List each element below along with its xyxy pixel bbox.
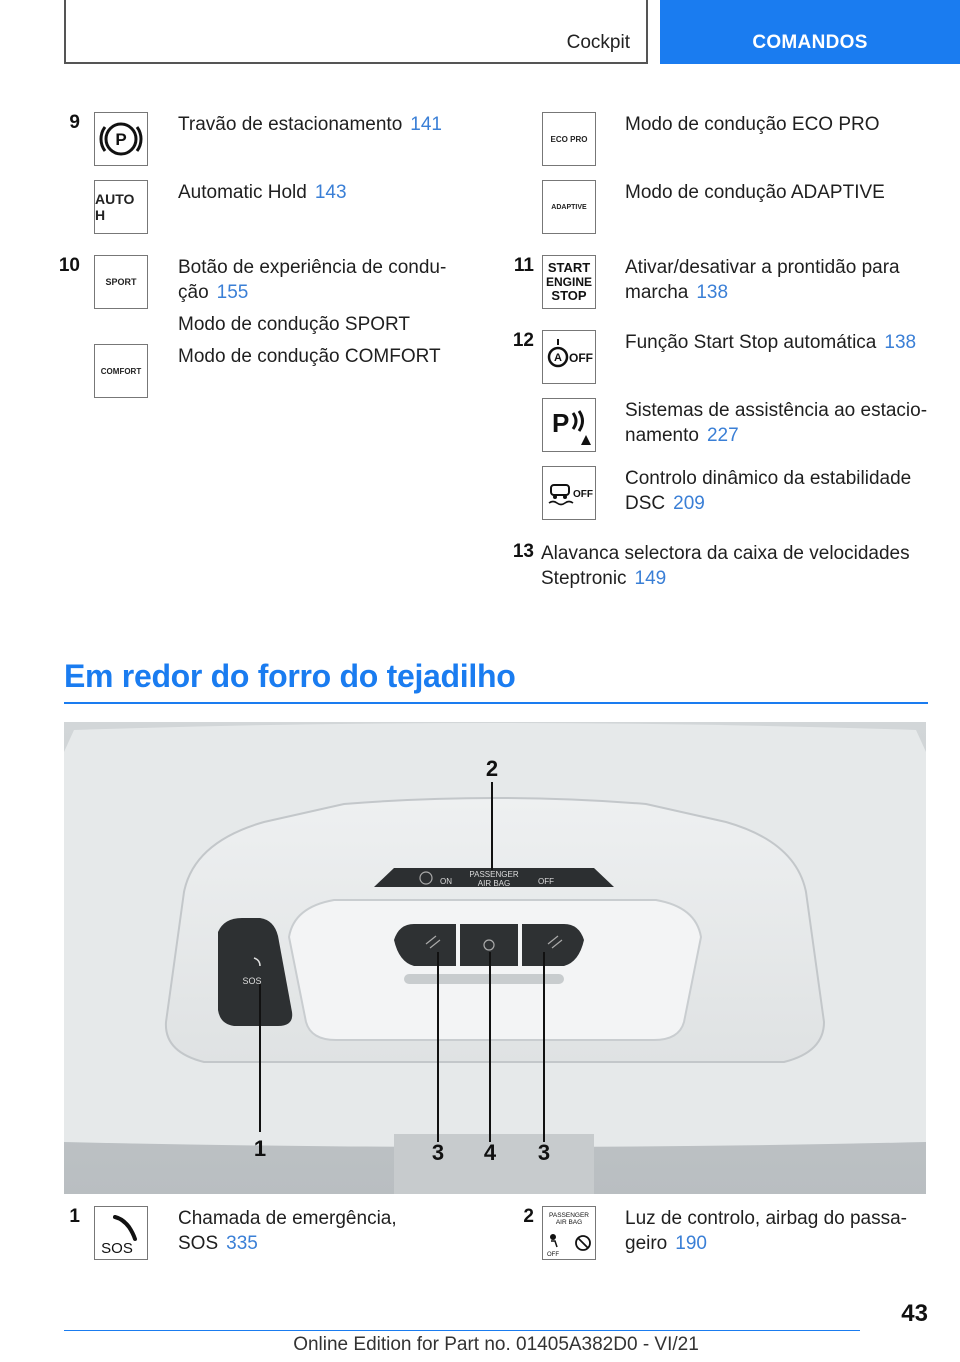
entry-text: Chamada de emergência, SOS 335 [178,1208,397,1254]
footer-edition: Online Edition for Part no. 01405A382D0 - VI/21 [293,1334,699,1355]
page-link[interactable]: 335 [226,1233,258,1254]
entry-text: Travão de estacionamento 141 [178,114,442,135]
entry-text: Automatic Hold 143 [178,182,347,203]
park-assist-icon [542,398,596,452]
sos-icon [94,1206,148,1260]
section-title: Em redor do forro do tejadilho [64,658,516,694]
entry-text: Sistemas de assistência ao estacio- namento 227 [625,400,928,446]
entry-text: Modo de condução ADAPTIVE [625,182,885,203]
overhead-console-figure [64,722,926,1194]
page-link[interactable]: 141 [410,114,442,135]
page-link[interactable]: 155 [216,282,249,303]
entry-number: 9 [69,112,80,133]
callout-2: 2 [485,756,499,781]
page-link[interactable]: 209 [673,493,705,514]
svg-text:ON: ON [440,877,452,886]
header-chapter-label: COMANDOS [752,32,868,53]
header-section-box [64,0,648,64]
comfort-mode-icon: COMFORT [94,344,148,398]
dsc-off-icon [542,466,596,520]
entry-number: 1 [69,1206,80,1227]
page-link[interactable]: 190 [675,1233,707,1254]
svg-text:PASSENGER: PASSENGER [469,870,519,879]
entry-number: 10 [58,255,80,276]
svg-text:AIR BAG: AIR BAG [477,879,511,888]
entry-text: Alavanca selectora da caixa de velocidades Steptronic 149 [541,543,910,589]
adaptive-mode-icon: ADAPTIVE [542,180,596,234]
entry-number: 2 [523,1206,534,1227]
svg-text:SOS: SOS [242,976,262,986]
parking-brake-icon [94,112,148,166]
entry-number: 12 [512,330,534,351]
svg-text:OFF: OFF [569,351,593,365]
entry-text: Função Start Stop automática 138 [625,332,917,353]
entry-text: Modo de condução ECO PRO [625,114,880,135]
callout-3b: 3 [537,1140,551,1165]
svg-text:A: A [554,352,562,364]
entry-number: 11 [513,255,534,276]
svg-text:OFF: OFF [538,877,554,886]
svg-text:P: P [115,130,127,149]
header-chapter-tab [660,0,960,64]
callout-1: 1 [253,1136,267,1161]
page-link[interactable]: 149 [634,568,667,589]
sport-mode-icon: SPORT [94,255,148,309]
svg-text:PASSENGER: PASSENGER [549,1212,589,1219]
page-link[interactable]: 138 [696,282,729,303]
auto-hold-icon: AUTO H [94,180,148,234]
entry-text: Ativar/desativar a prontidão para marcha 138 [625,257,900,303]
auto-start-stop-off-icon [542,330,596,384]
entry-text: Luz de controlo, airbag do passa- geiro 190 [625,1208,908,1254]
svg-text:OFF: OFF [547,1252,559,1258]
entry-text: Modo de condução COMFORT [178,346,441,367]
header-section-label: Cockpit [566,32,630,53]
eco-pro-icon: ECO PRO [542,112,596,166]
entry-text: Botão de experiência de condu- ção 155 [178,257,447,303]
page-number: 43 [901,1300,928,1327]
entry-number: 13 [512,541,534,562]
page-link[interactable]: 143 [314,182,347,203]
entry-text: Modo de condução SPORT [178,314,411,335]
svg-text:P: P [552,408,570,438]
callout-4: 4 [483,1140,497,1165]
callout-3: 3 [431,1140,445,1165]
svg-text:AIR BAG: AIR BAG [555,1219,583,1226]
entry-text: Controlo dinâmico da estabilidade DSC 209 [625,468,912,514]
footer-divider [64,1330,860,1331]
passenger-airbag-icon [542,1206,596,1260]
svg-text:OFF: OFF [573,489,593,500]
svg-text:SOS: SOS [101,1240,133,1257]
section-divider [64,702,928,704]
page-link[interactable]: 138 [884,332,917,353]
page-link[interactable]: 227 [706,425,739,446]
start-engine-stop-icon: START ENGINE STOP [542,255,596,309]
